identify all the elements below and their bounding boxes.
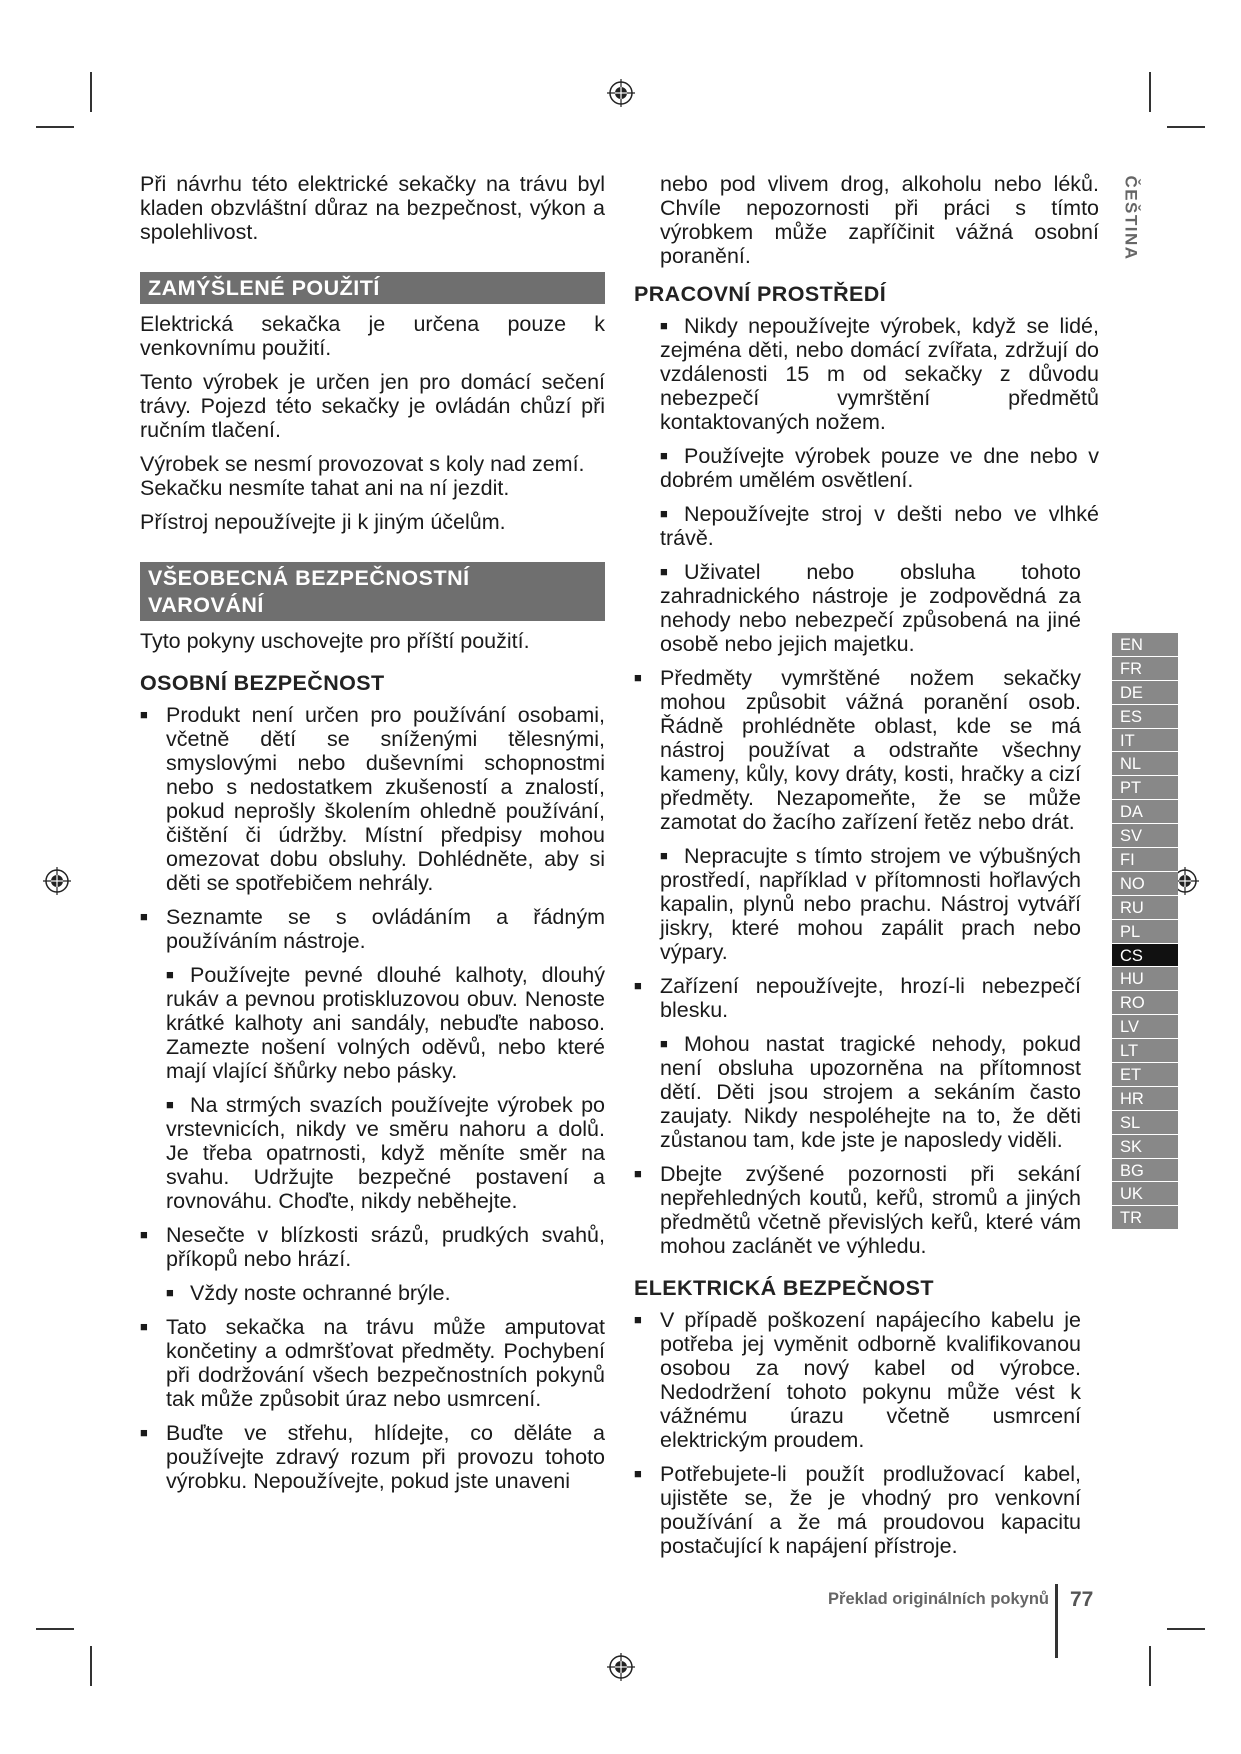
side-language-label (1118, 175, 1148, 270)
language-tab-fr: FR (1112, 657, 1178, 681)
language-tab-hu: HU (1112, 967, 1178, 991)
section-heading-work-environment: PRACOVNÍ PROSTŘEDÍ (634, 282, 887, 306)
bullet-item: ■ V případě poškození napájecího kabelu je potřeba jej vyměnit odborně kvalifikovanou osobou za nový kabel od výrobce. Nedodržení tohoto pokynu může vést k vážnému úrazu včetně usmrcení elektrickým proudem. (634, 1308, 1081, 1452)
language-tab-nl: NL (1112, 752, 1178, 776)
bullet-item: ■ Zařízení nepoužívejte, hrozí-li nebezpečí blesku. (634, 974, 1081, 1022)
language-index (1112, 633, 1178, 1230)
language-tab-es: ES (1112, 705, 1178, 729)
language-tab-ro: RO (1112, 991, 1178, 1015)
intro-paragraph: Při návrhu této elektrické sekačky na trávu byl kladen obzvláštní důraz na bezpečnost, výkon a spolehlivost. (140, 172, 605, 244)
section-heading-electrical-safety: ELEKTRICKÁ BEZPEČNOST (634, 1276, 934, 1300)
registration-mark-icon (606, 78, 636, 108)
language-tab-no: NO (1112, 872, 1178, 896)
section-heading-personal-safety: OSOBNÍ BEZPEČNOST (140, 671, 385, 695)
sub-bullet-item: ■ Na strmých svazích používejte výrobek po vrstevnicích, nikdy ve směru nahoru a dolů. Je třeba opatrnosti, když měníte směr na svahu. Udržujte bezpečné postavení a rovnováhu. Choďte, nikdy neběhejte. (166, 1093, 605, 1213)
language-tab-uk: UK (1112, 1182, 1178, 1206)
language-tab-bg: BG (1112, 1159, 1178, 1183)
side-language-text: ČEŠTINA (1121, 175, 1141, 261)
language-tab-cs: CS (1112, 944, 1178, 968)
language-tab-da: DA (1112, 800, 1178, 824)
bullet-item: ■ Seznamte se s ovládáním a řádným používáním nástroje. (140, 905, 605, 953)
language-tab-tr: TR (1112, 1206, 1178, 1230)
language-tab-fi: FI (1112, 848, 1178, 872)
bullet-item: ■ Produkt není určen pro používání osobami, včetně dětí se sníženými tělesnými, smyslovými nebo duševními schopnostmi nebo s nedostatkem zkušeností a znalostí, pokud neprošly školením ohledně používání, čištění či údržby. Místní předpisy mohou omezovat dobu obsluhy. Dohlédněte, aby si děti se spotřebičem nehrály. (140, 703, 605, 895)
sub-bullet-item: ■ Uživatel nebo obsluha tohoto zahradnického nástroje je zodpovědná za nehody nebo nebezpečí způsobená na jiné osobě nebo jejich majetku. (660, 560, 1081, 656)
sub-bullet-item: ■ Nikdy nepoužívejte výrobek, když se lidé, zejména děti, nebo domácí zvířata, zdržují do vzdálenosti 15 m od sekačky z důvodu nebezpečí vymrštění předmětů kontaktovaných nožem. (660, 314, 1099, 434)
sub-bullet-item: ■ Nepoužívejte stroj v dešti nebo ve vlhké trávě. (660, 502, 1099, 550)
sub-bullet-item: ■ Vždy noste ochranné brýle. (166, 1281, 605, 1305)
right-column (634, 172, 1099, 1568)
language-tab-hr: HR (1112, 1087, 1178, 1111)
registration-mark-icon (606, 1652, 636, 1682)
language-tab-pl: PL (1112, 920, 1178, 944)
footer-text: Překlad originálních pokynů (828, 1590, 1049, 1608)
crop-mark (90, 72, 92, 112)
sub-bullet-item: ■ Nepracujte s tímto strojem ve výbušných prostředí, například v přítomnosti hořlavých kapalin, plynů nebo prachu. Nástroj vytváří jiskry, které mohou zapálit prach nebo výpary. (660, 844, 1081, 964)
page-number: 77 (1070, 1588, 1094, 1611)
language-tab-it: IT (1112, 729, 1178, 753)
crop-mark (1167, 1628, 1205, 1630)
bullet-item: ■ Tato sekačka na trávu může amputovat končetiny a odmršťovat předměty. Pochybení při dodržování všech bezpečnostních pokynů tak může způsobit úraz nebo usmrcení. (140, 1315, 605, 1411)
section-heading-general-warnings (140, 562, 605, 621)
paragraph: Přístroj nepoužívejte ji k jiným účelům. (140, 510, 506, 534)
bullet-item: ■ Předměty vymrštěné nožem sekačky mohou způsobit vážná poranění osob. Řádně prohlédněte oblast, kde se má nástroj používat a odstraňte všechny kameny, kůly, kovy dráty, kosti, hračky a cizí předměty. Nezapomeňte, že se může zamotat do žacího zařízení řetěz nebo drát. (634, 666, 1081, 834)
sub-bullet-item: ■ Používejte výrobek pouze ve dne nebo v dobrém umělém osvětlení. (660, 444, 1099, 492)
sub-bullet-item: ■ Mohou nastat tragické nehody, pokud není obsluha upozorněna na přítomnost dětí. Děti jsou strojem a sekáním často zaujaty. Nikdy nespoléhejte na to, že děti zůstanou tam, kde jste je naposledy viděli. (660, 1032, 1081, 1152)
footer-divider (1055, 1584, 1058, 1658)
heading-line: VŠEOBECNÁ BEZPEČNOSTNÍ (148, 566, 470, 590)
crop-mark (1149, 1646, 1151, 1686)
crop-mark (1149, 72, 1151, 112)
bullet-item: ■ Nesečte v blízkosti srázů, prudkých svahů, příkopů nebo hrází. (140, 1223, 605, 1271)
bullet-item: ■ Dbejte zvýšené pozornosti při sekání nepřehledných koutů, keřů, stromů a jiných předmětů včetně převislých keřů, které vám mohou zaclánět ve výhledu. (634, 1162, 1081, 1258)
bullet-item: ■ Potřebujete-li použít prodlužovací kabel, ujistěte se, že je vhodný pro venkovní používání a že má proudovou kapacitu postačující k napájení přístroje. (634, 1462, 1081, 1558)
language-tab-en: EN (1112, 633, 1178, 657)
language-tab-ru: RU (1112, 896, 1178, 920)
language-tab-lt: LT (1112, 1039, 1178, 1063)
language-tab-pt: PT (1112, 776, 1178, 800)
sub-bullet-item: ■ Používejte pevné dlouhé kalhoty, dlouhý rukáv a pevnou protiskluzovou obuv. Nenoste krátké kalhoty ani sandály, nebuďte naboso. Zamezte nošení volných oděvů, nebo které mají vlající šňůrky nebo pásky. (166, 963, 605, 1083)
crop-mark (1167, 126, 1205, 128)
language-tab-sv: SV (1112, 824, 1178, 848)
paragraph: Tyto pokyny uschovejte pro příští použití. (140, 629, 530, 653)
language-tab-sl: SL (1112, 1111, 1178, 1135)
left-column (140, 172, 605, 1503)
language-tab-lv: LV (1112, 1015, 1178, 1039)
heading-line: VAROVÁNÍ (148, 593, 264, 617)
paragraph: Tento výrobek je určen jen pro domácí sečení trávy. Pojezd této sekačky je ovládán chůzí při ručním tlačení. (140, 370, 605, 442)
registration-mark-icon (42, 866, 72, 896)
bullet-item: ■ Buďte ve střehu, hlídejte, co děláte a používejte zdravý rozum při provozu tohoto výrobku. Nepoužívejte, pokud jste unaveni (140, 1421, 605, 1493)
language-tab-de: DE (1112, 681, 1178, 705)
crop-mark (36, 126, 74, 128)
crop-mark (90, 1646, 92, 1686)
language-tab-et: ET (1112, 1063, 1178, 1087)
paragraph: Výrobek se nesmí provozovat s koly nad zemí. Sekačku nesmíte tahat ani na ní jezdit. (140, 452, 585, 500)
paragraph: nebo pod vlivem drog, alkoholu nebo léků. Chvíle nepozornosti při práci s tímto výrobkem může zapříčinit vážná osobní poranění. (660, 172, 1099, 268)
language-tab-sk: SK (1112, 1135, 1178, 1159)
section-heading-intended-use: ZAMÝŠLENÉ POUŽITÍ (140, 272, 605, 304)
paragraph: Elektrická sekačka je určena pouze k venkovnímu použití. (140, 312, 605, 360)
crop-mark (36, 1628, 74, 1630)
